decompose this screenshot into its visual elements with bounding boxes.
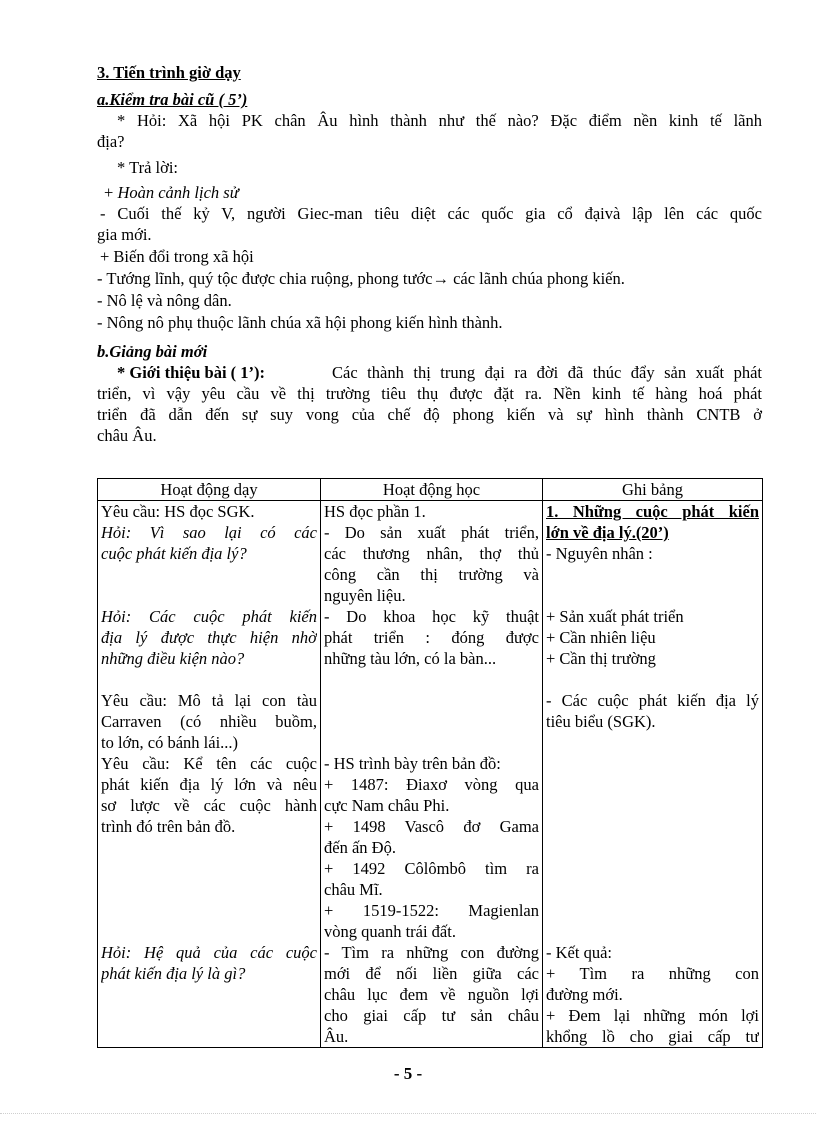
teach-line: Yêu cầu: Kể tên các cuộc xyxy=(101,754,317,773)
board-heading-line: lớn về địa lý.(20’) xyxy=(546,523,669,542)
teach-line: những điều kiện nào? xyxy=(101,649,245,668)
part-b-intro-line-1 xyxy=(117,362,762,383)
answer-line-3: gia mới. xyxy=(97,225,152,244)
part-a-question-line-1: * Hỏi: Xã hội PK chân Âu hình thành như thế nào? Đặc điểm nền kinh tế lãnh xyxy=(117,111,762,130)
learn-line: - HS trình bày trên bản đồ: xyxy=(324,754,501,773)
board-line: + Tìm ra những con xyxy=(546,964,759,983)
board-line: + Cần nhiên liệu xyxy=(546,628,656,647)
learn-line: + 1519-1522: Magienlan xyxy=(324,901,539,920)
learn-line: châu Mĩ. xyxy=(324,880,383,899)
table-row xyxy=(98,606,763,690)
page-number: - 5 - xyxy=(393,1064,423,1083)
spacer xyxy=(101,669,317,690)
board-line: + Đem lại những món lợi xyxy=(546,1006,759,1025)
answer-line-7: - Nông nô phụ thuộc lãnh chúa xã hội phong kiến hình thành. xyxy=(97,313,503,332)
teach-line: trình đó trên bản đồ. xyxy=(101,817,236,836)
context-text: Hoàn cảnh lịch sử xyxy=(117,183,239,202)
learn-line: cực Nam châu Phi. xyxy=(324,796,450,815)
section-title: 3. Tiến trình giờ dạy xyxy=(97,63,241,82)
board-line: + Sản xuất phát triển xyxy=(546,607,684,626)
teach-line: Hỏi: Vì sao lại có các xyxy=(101,523,317,542)
board-cell xyxy=(543,753,763,942)
board-cell xyxy=(543,501,763,607)
teach-cell xyxy=(98,753,321,942)
header-learning: Hoạt động học xyxy=(321,479,543,501)
teach-line: phát kiến địa lý lớn và nêu xyxy=(101,775,317,794)
intro-rest: Các thành thị trung đại ra đời đã thúc đẩy sản xuất phát xyxy=(332,363,762,382)
teach-line: Hỏi: Hệ quả của các cuộc xyxy=(101,943,317,962)
table-row xyxy=(98,753,763,942)
board-cell xyxy=(543,606,763,690)
teach-line: Hỏi: Các cuộc phát kiến xyxy=(101,607,317,626)
teach-cell xyxy=(98,942,321,1048)
learn-line: + 1487: Điaxơ vòng qua xyxy=(324,775,539,794)
part-a-answer-label: * Trả lời: xyxy=(117,158,178,177)
answer-line-4: + Biến đổi trong xã hội xyxy=(100,247,254,266)
part-b-intro-line-2: triển, vì vậy yêu cầu về thị trường tiêu thụ được đặt ra. Nền kinh tế hàng hoá phát xyxy=(97,384,762,403)
learn-line: HS đọc phần 1. xyxy=(324,502,426,521)
teach-line: sơ lược về các cuộc hành xyxy=(101,796,317,815)
learn-line: vòng quanh trái đất. xyxy=(324,922,456,941)
learn-line: + 1498 Vascô đơ Gama xyxy=(324,817,539,836)
answer-line-5: - Tướng lĩnh, quý tộc được chia ruộng, phong tước→ các lãnh chúa phong kiến. xyxy=(97,269,625,288)
learn-line: mới để nối liền giữa các xyxy=(324,964,539,983)
board-cell xyxy=(543,690,763,753)
answer-line-2: - Cuối thế kỷ V, người Giec-man tiêu diệt các quốc gia cổ đạivà lập lên các quốc xyxy=(100,204,762,223)
learn-line: + 1492 Côlômbô tìm ra xyxy=(324,859,539,878)
learn-cell xyxy=(321,606,543,690)
intro-label: * Giới thiệu bài ( 1’): xyxy=(117,363,266,382)
board-line: - Kết quả: xyxy=(546,943,612,962)
lesson-table xyxy=(97,478,763,1048)
part-a-question-line-2: địa? xyxy=(97,132,125,151)
teach-line: địa lý được thực hiện nhờ xyxy=(101,628,317,647)
board-line: - Các cuộc phát kiến địa lý xyxy=(546,691,759,710)
learn-line: đến ấn Độ. xyxy=(324,838,396,857)
teach-cell xyxy=(98,690,321,753)
board-heading-line: 1. Những cuộc phát kiến xyxy=(546,502,759,521)
learn-line: Âu. xyxy=(324,1027,349,1046)
teach-line: to lớn, có bánh lái...) xyxy=(101,733,239,752)
teach-line: Yêu cầu: HS đọc SGK. xyxy=(101,502,255,521)
part-b-intro-line-3: triển đã dẫn đến sự suy vong của chế độ phong kiến và sự hình thành CNTB ở xyxy=(97,405,762,424)
table-row xyxy=(98,690,763,753)
learn-line: công cần thị trường và xyxy=(324,565,539,584)
context-plus: + xyxy=(104,183,118,202)
teach-line: cuộc phát kiến địa lý? xyxy=(101,544,247,563)
teach-line: Carraven (có nhiều buồm, xyxy=(101,712,317,731)
teach-cell xyxy=(98,501,321,607)
board-line: tiêu biểu (SGK). xyxy=(546,712,656,731)
part-a-heading: a.Kiểm tra bài cũ ( 5’) xyxy=(97,90,248,109)
board-line: đường mới. xyxy=(546,985,623,1004)
learn-cell xyxy=(321,942,543,1048)
board-line: + Cần thị trường xyxy=(546,649,656,668)
header-board: Ghi bảng xyxy=(543,479,763,501)
board-line: - Nguyên nhân : xyxy=(546,544,653,563)
learn-cell xyxy=(321,753,543,942)
header-teaching: Hoạt động dạy xyxy=(98,479,321,501)
learn-line: nguyên liệu. xyxy=(324,586,406,605)
learn-line: phát triển : đóng được xyxy=(324,628,539,647)
board-cell xyxy=(543,942,763,1048)
learn-line: - Do khoa học kỹ thuật xyxy=(324,607,539,626)
board-line: khổng lồ cho giai cấp tư xyxy=(546,1027,759,1046)
learn-line: châu lục đem về nguồn lợi xyxy=(324,985,539,1004)
table-header-row xyxy=(98,479,763,501)
teach-line: phát kiến địa lý là gì? xyxy=(101,964,246,983)
answer-line-6: - Nô lệ và nông dân. xyxy=(97,291,232,310)
learn-cell xyxy=(321,690,543,753)
learn-line: - Do sản xuất phát triển, xyxy=(324,523,539,542)
teach-line: Yêu cầu: Mô tả lại con tàu xyxy=(101,691,317,710)
learn-line: cho giai cấp tư sản châu xyxy=(324,1006,539,1025)
part-b-heading: b.Giảng bài mới xyxy=(97,342,208,361)
learn-cell xyxy=(321,501,543,607)
teach-cell xyxy=(98,606,321,690)
learn-line: các thương nhân, thợ thủ xyxy=(324,544,539,563)
part-b-intro-line-4: châu Âu. xyxy=(97,426,157,445)
table-row xyxy=(98,942,763,1048)
table-row xyxy=(98,501,763,607)
learn-line: - Tìm ra những con đường xyxy=(324,943,539,962)
page-edge-divider xyxy=(0,1113,816,1114)
learn-line: những tàu lớn, có la bàn... xyxy=(324,649,497,668)
answer-context-heading xyxy=(104,182,239,203)
